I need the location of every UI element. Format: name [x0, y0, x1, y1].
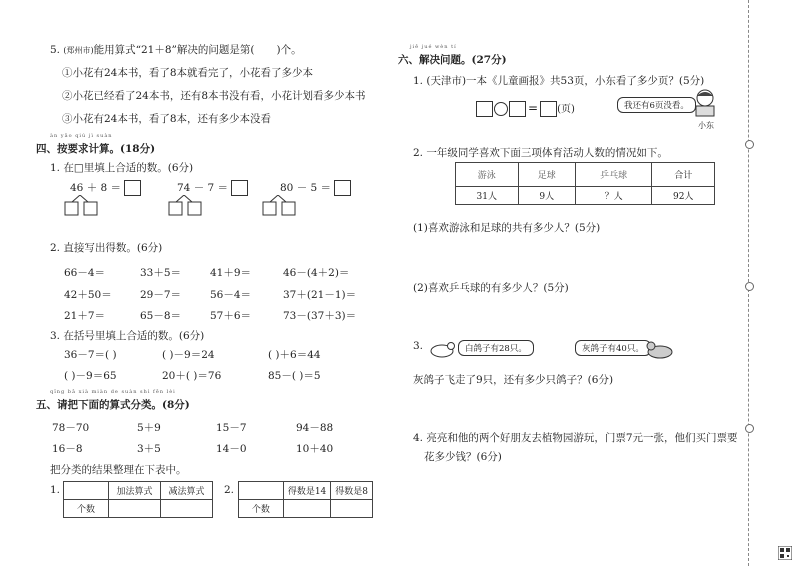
s5-expr-r2c4: 10＋40: [296, 443, 334, 455]
r-q1-equation: = (页): [476, 100, 575, 117]
q2-r3c3: 57＋6＝: [210, 310, 252, 322]
value-swimming: 31人: [456, 187, 519, 205]
s5-expr-r1c4: 94－88: [296, 422, 334, 434]
q5-option-3: ③小花有24本书，看了8本，还有多少本没看: [62, 113, 272, 125]
r-q2-sub2: (2)喜欢乒乓球的有多少人？(5分): [413, 282, 569, 294]
r-q2-text: 2. 一年级同学喜欢下面三项体育活动人数的情况如下。: [413, 147, 668, 159]
s4-q3-title: 3. 在括号里填上合适的数。(6分): [50, 330, 205, 342]
q5-text: 能用算式“21＋8”解决的问题是第(: [93, 44, 255, 56]
s5-instruction: 把分类的结果整理在下表中。: [50, 464, 187, 476]
t1-h2: 减法算式: [161, 482, 213, 500]
r-q4-text2: 花多少钱？(6分): [424, 451, 502, 463]
binding-hole: [745, 424, 754, 433]
table2-number: 2.: [224, 484, 235, 496]
s5-expr-r1c2: 5＋9: [137, 422, 161, 434]
answer-box[interactable]: [476, 101, 493, 117]
r-q1-text: 1. (天津市)一本《儿童画报》共53页，小东看了多少页？(5分): [413, 75, 705, 87]
grey-pigeon-icon: [645, 338, 675, 362]
answer-box[interactable]: [124, 180, 141, 196]
s5-pinyin: qǐng bǎ xià miàn de suàn shì fēn lèi: [50, 389, 176, 395]
q2-r1c4: 46－(4＋2)＝: [283, 267, 350, 279]
value-football: 9人: [518, 187, 575, 205]
boy-reading-icon: [690, 88, 720, 118]
speech-bubble: 我还有6页没看。: [617, 97, 696, 113]
grey-pigeon-bubble: 灰鸽子有40只。: [575, 340, 651, 356]
boy-name: 小东: [698, 121, 714, 130]
q5-source: (郑州市): [63, 46, 94, 55]
header-total: 合计: [652, 163, 715, 187]
s4-pinyin: àn yāo qiú jì suàn: [50, 133, 113, 139]
split-diagram-1: [64, 195, 114, 217]
q2-r2c4: 37＋(21－1)＝: [283, 289, 357, 301]
split-diagram-3: [262, 195, 312, 217]
q3-r1c3: ( )＋6＝44: [268, 349, 321, 361]
r-q3-number: 3.: [413, 340, 424, 352]
q2-r2c3: 56－4＝: [210, 289, 252, 301]
table1-number: 1.: [50, 484, 61, 496]
fill-expr-3: 80 － 5 ＝: [280, 180, 351, 196]
split-diagram-2: [168, 195, 218, 217]
r-q4-text1: 4. 亮亮和他的两个好朋友去植物园游玩，门票7元一张，他们买门票要: [413, 432, 738, 444]
classify-table-1: [63, 481, 213, 518]
q2-r2c1: 42＋50＝: [64, 289, 112, 301]
q2-r3c2: 65－8＝: [140, 310, 182, 322]
r-q2-sub1: (1)喜欢游泳和足球的共有多少人？(5分): [413, 222, 601, 234]
fill-expr-1: 46 ＋ 8 ＝: [70, 180, 141, 196]
t1-row-label: 个数: [64, 500, 109, 518]
answer-box[interactable]: [540, 101, 557, 117]
s4-title: 四、按要求计算。(18分): [36, 143, 156, 155]
s6-title: 六、解决问题。(27分): [398, 54, 507, 66]
sports-table: [455, 162, 715, 205]
s5-expr-r1c1: 78－70: [52, 422, 90, 434]
q2-r3c1: 21＋7＝: [64, 310, 106, 322]
value-pingpong: ？人: [575, 187, 651, 205]
header-swimming: 游泳: [456, 163, 519, 187]
t2-h2: 得数是8: [331, 482, 373, 500]
r-q3-text: 灰鸽子飞走了9只，还有多少只鸽子？(6分): [413, 374, 614, 386]
white-pigeon-bubble: 白鸽子有28只。: [458, 340, 534, 356]
q3-r2c2: 20＋( )＝76: [162, 370, 222, 382]
answer-box[interactable]: [231, 180, 248, 196]
s5-title: 五、请把下面的算式分类。(8分): [36, 399, 190, 411]
t1-h1: 加法算式: [109, 482, 161, 500]
header-pingpong: 乒乓球: [575, 163, 651, 187]
answer-box[interactable]: [509, 101, 526, 117]
s4-q1-title: 1. 在□里填上合适的数。(6分): [50, 162, 194, 174]
q3-r2c3: 85－( )＝5: [268, 370, 321, 382]
answer-box[interactable]: [334, 180, 351, 196]
t2-row-label: 个数: [239, 500, 284, 518]
q2-r1c3: 41＋9＝: [210, 267, 252, 279]
s5-expr-r2c3: 14－0: [216, 443, 247, 455]
header-football: 足球: [518, 163, 575, 187]
binding-hole: [745, 140, 754, 149]
q5-option-2: ②小花已经看了24本书，还有8本书没有看，小花计划看多少本书: [62, 90, 366, 102]
q3-r1c1: 36－7＝( ): [64, 349, 117, 361]
q2-r3c4: 73－(37＋3)＝: [283, 310, 357, 322]
s5-expr-r1c3: 15－7: [216, 422, 247, 434]
s4-q2-title: 2. 直接写出得数。(6分): [50, 242, 163, 254]
q5-line: 5. (郑州市)能用算式“21＋8”解决的问题是第( )个。: [50, 44, 302, 56]
white-pigeon-icon: [428, 338, 456, 360]
binding-hole: [745, 282, 754, 291]
q2-r1c2: 33＋5＝: [140, 267, 182, 279]
q2-r2c2: 29－7＝: [140, 289, 182, 301]
s5-expr-r2c2: 3＋5: [137, 443, 161, 455]
s6-pinyin: jiě jué wèn tí: [410, 44, 457, 50]
s5-expr-r2c1: 16－8: [52, 443, 83, 455]
fill-expr-2: 74 － 7 ＝: [177, 180, 248, 196]
q2-r1c1: 66－4＝: [64, 267, 106, 279]
q3-r1c2: ( )－9＝24: [162, 349, 215, 361]
classify-table-2: [238, 481, 373, 518]
t2-h1: 得数是14: [283, 482, 330, 500]
qr-code-icon: [778, 546, 792, 560]
value-total: 92人: [652, 187, 715, 205]
q3-r2c1: ( )－9＝65: [64, 370, 117, 382]
q5-option-1: ①小花有24本书，看了8本就看完了，小花看了多少本: [62, 67, 314, 79]
